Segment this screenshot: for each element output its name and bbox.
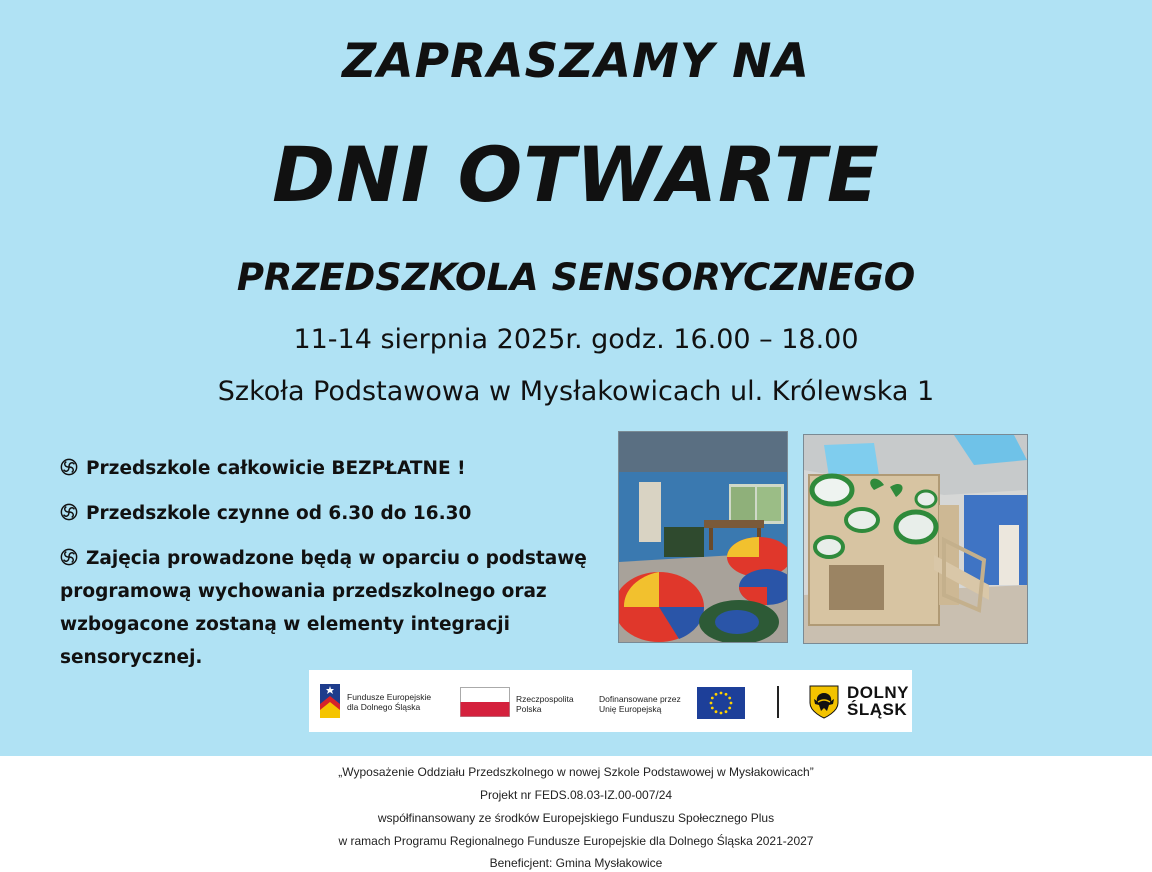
classroom-photo [618, 431, 788, 643]
fe-logo-text [347, 692, 431, 712]
bullet-text: Przedszkole całkowicie BEZPŁATNE ! [86, 458, 466, 479]
dolny-slask-logo [847, 684, 909, 718]
heading-invite: ZAPRASZAMY NA [342, 34, 810, 89]
event-address: Szkoła Podstawowa w Mysłakowicach ul. Królewska 1 [217, 376, 935, 407]
bullet-text: Zajęcia prowadzone będą w oparciu o podstawę programową wychowania przedszkolnego oraz wzbogacone zostaną w elementy integracji sensorycznej. [60, 548, 587, 668]
sensory-room-photo [803, 434, 1028, 644]
swirl-icon [60, 503, 78, 521]
footer-project-title: „Wyposażenie Oddziału Przedszkolnego w nowej Szkole Podstawowej w Mysłakowicach” [338, 765, 814, 779]
bullet-item [60, 497, 600, 530]
bullet-list [60, 452, 600, 686]
bullet-item [60, 452, 600, 485]
logo-divider [777, 686, 779, 718]
lower-silesia-crest-icon [809, 685, 839, 719]
dolny-line2: ŚLĄSK [847, 700, 908, 719]
dolny-line1: DOLNY [847, 683, 909, 702]
bullet-text: Przedszkole czynne od 6.30 do 16.30 [86, 503, 472, 524]
heading-open-days: DNI OTWARTE [272, 130, 880, 219]
rp-logo-text: Rzeczpospolita Polska [516, 694, 574, 714]
project-footer [0, 756, 1152, 872]
swirl-icon [60, 458, 78, 476]
footer-beneficiary: Beneficjent: Gmina Mysłakowice [489, 856, 663, 870]
swirl-icon [60, 548, 78, 566]
event-dates: 11-14 sierpnia 2025r. godz. 16.00 – 18.00 [293, 324, 859, 355]
footer-programme: w ramach Programu Regionalnego Fundusze Europejskie dla Dolnego Śląska 2021-2027 [338, 834, 814, 848]
footer-cofinancing: współfinansowany ze środków Europejskiego Funduszu Społecznego Plus [377, 811, 775, 825]
heading-kindergarten: PRZEDSZKOLA SENSORYCZNEGO [236, 256, 916, 299]
polish-flag-icon [460, 687, 510, 717]
eu-flag-icon [697, 687, 745, 719]
bullet-item [60, 542, 600, 674]
funding-logo-strip [309, 670, 912, 732]
fe-logo-icon [318, 682, 342, 720]
eu-logo-text: Dofinansowane przez Unię Europejską [599, 694, 681, 714]
fe-logo-label: Fundusze Europejskie dla Dolnego Śląska [347, 692, 432, 712]
footer-project-number: Projekt nr FEDS.08.03-IZ.00-007/24 [479, 788, 673, 802]
